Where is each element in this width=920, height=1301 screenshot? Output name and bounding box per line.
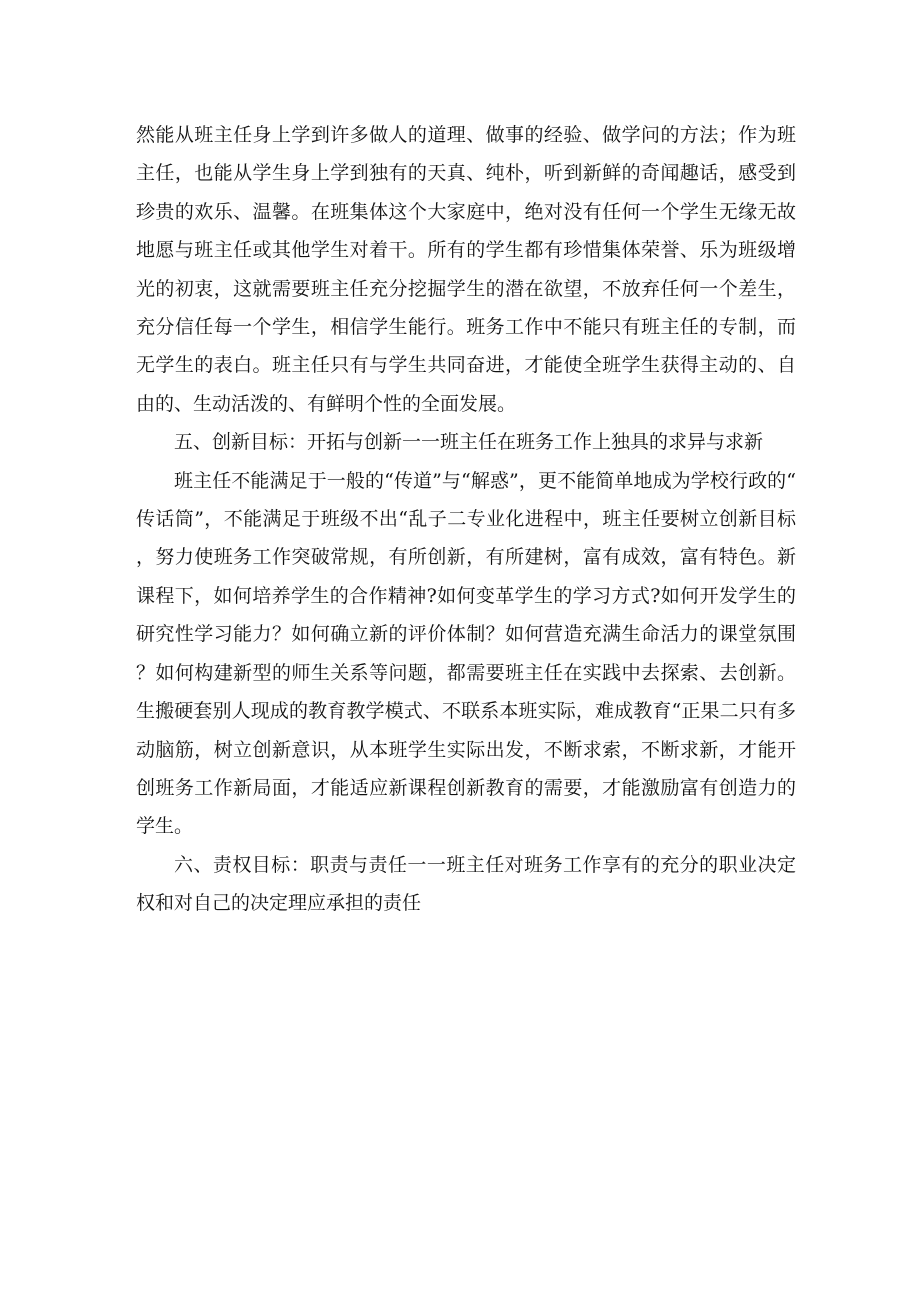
document-body xyxy=(136,116,796,923)
section-heading-responsibility-goal: 六、责权目标：职责与责任一一班主任对班务工作享有的充分的职业决定权和对自己的决定理应承担的责任 xyxy=(136,853,796,915)
body-paragraph-innovation: 班主任不能满足于一般的“传道”与“解惑”，更不能简单地成为学校行政的“传话筒”，不能满足于班级不出“乱子二专业化进程中，班主任要树立创新目标，努力使班务工作突破常规，有所创新，有所建树，富有成效，富有特色。新课程下，如何培养学生的合作精神?如何变革学生的学习方式?如何开发学生的研究性学习能力？如何确立新的评价体制？如何营造充满生命活力的课堂氛围？如何构建新型的师生关系等问题，都需要班主任在实践中去探索、去创新。生搬硬套别人现成的教育教学模式、不联系本班实际，难成教育“正果二只有多动脑筋，树立创新意识，从本班学生实际出发，不断求索，不断求新，才能开创班务工作新局面，才能适应新课程创新教育的需要，才能激励富有创造力的学生。 xyxy=(136,469,796,838)
body-paragraph-continuation: 然能从班主任身上学到许多做人的道理、做事的经验、做学问的方法；作为班主任，也能从学生身上学到独有的天真、纯朴，听到新鲜的奇闻趣话，感受到珍贵的欢乐、温馨。在班集体这个大家庭中，绝对没有任何一个学生无缘无故地愿与班主任或其他学生对着干。所有的学生都有珍惜集体荣誉、乐为班级增光的初衷，这就需要班主任充分挖掘学生的潜在欲望，不放弃任何一个差生，充分信任每一个学生，相信学生能行。班务工作中不能只有班主任的专制，而无学生的表白。班主任只有与学生共同奋进，才能使全班学生获得主动的、自由的、生动活泼的、有鲜明个性的全面发展。 xyxy=(136,124,796,415)
section-heading-innovation-goal: 五、创新目标：开拓与创新一一班主任在班务工作上独具的求异与求新 xyxy=(174,431,764,454)
